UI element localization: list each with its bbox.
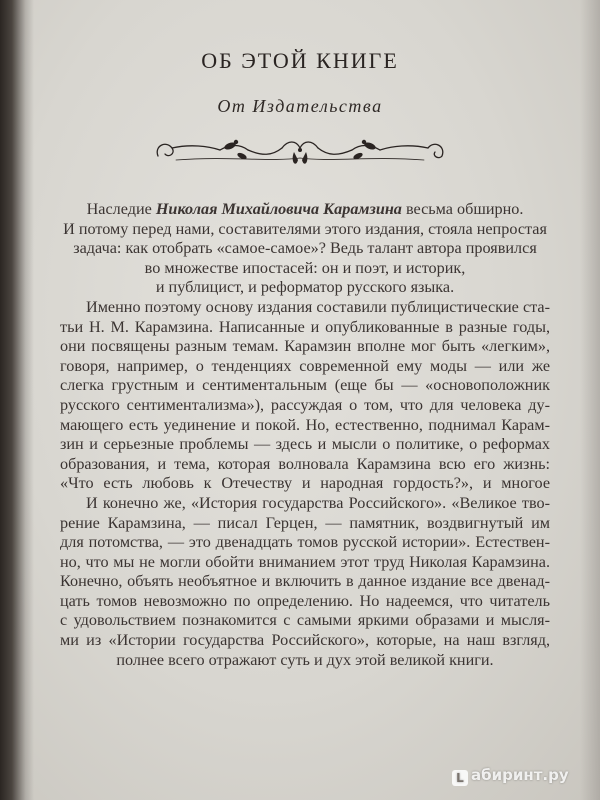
page-title: ОБ ЭТОЙ КНИГЕ — [201, 48, 399, 73]
text-line: но, что мы не могли обойти вниманием этот труд Николая Карамзина. — [60, 552, 550, 571]
text-line — [60, 200, 550, 220]
text-line: русского сентиментализма»), рассуждая о том, что для человека ду- — [60, 395, 550, 414]
page-subtitle: От Издательства — [217, 96, 383, 116]
article-body — [60, 200, 550, 670]
book-spine-shadow — [0, 0, 34, 800]
text-line: они посвящены разным темам. Карамзин вполне мог быть «легким», — [60, 337, 550, 356]
text-line: цать томов невозможно по определению. Но надеемся, что читатель — [60, 591, 550, 610]
text-line: и публицист, и реформатор русского языка. — [155, 278, 455, 297]
text-fragment: весьма обширно. — [401, 200, 524, 218]
text-line: с удовольствием познакомится с самыми яркими образами и мысля- — [60, 611, 550, 630]
text-line: Именно поэтому основу издания составили публицистические ста- — [86, 297, 550, 316]
text-line: задача: как отобрать «самое-самое»? Ведь талант автора проявился — [73, 239, 537, 258]
text-fragment: Наследие — [86, 200, 156, 218]
text-line: мающего есть уединение и покой. Но, естественно, поднимал Карам- — [60, 415, 550, 434]
text-line: во множестве ипостасей: он и поэт, и историк, — [144, 258, 466, 277]
watermark-text: абиринт.ру — [471, 766, 569, 784]
author-name: Николая Михайловича Карамзина — [155, 200, 402, 218]
text-line: для потомства, — это двенадцать томов русской истории». Естествен- — [60, 533, 550, 552]
text-line: зин и серьезные проблемы — здесь и мысли о политике, о реформах — [60, 435, 550, 454]
text-line: тьи Н. М. Карамзина. Написанные и опубликованные в разные годы, — [60, 317, 550, 336]
text-line: слегка грустным и сентиментальным (еще бы — «основоположник — [60, 376, 550, 395]
text-line: образования, и тема, которая волновала Карамзина всю его жизнь: — [60, 454, 550, 473]
text-line: полнее всего отражают суть и дух этой великой книги. — [116, 650, 494, 669]
text-line: говоря, например, о тенденциях современной ему моды — или же — [60, 356, 550, 375]
text-line: «Что есть любовь к Отечеству и народная гордость?», и многое — [60, 474, 550, 493]
text-line: И потому перед нами, составителями этого издания, стояла непростая — [63, 219, 547, 238]
text-line: ми из «Истории государства Российского», которые, на наш взгляд, — [60, 631, 550, 650]
watermark — [452, 766, 569, 786]
text-line: Конечно, объять необъятное и включить в данное издание все двенад- — [60, 572, 550, 591]
text-line: И конечно же, «История государства Российского». «Великое тво- — [86, 493, 550, 512]
text-line: рение Карамзина, — писал Герцен, — памятник, воздвигнутый им — [60, 513, 550, 532]
floral-divider-ornament-icon — [150, 126, 450, 176]
labirint-logo-icon: L — [452, 770, 468, 786]
page-edge-shadow — [580, 0, 600, 800]
